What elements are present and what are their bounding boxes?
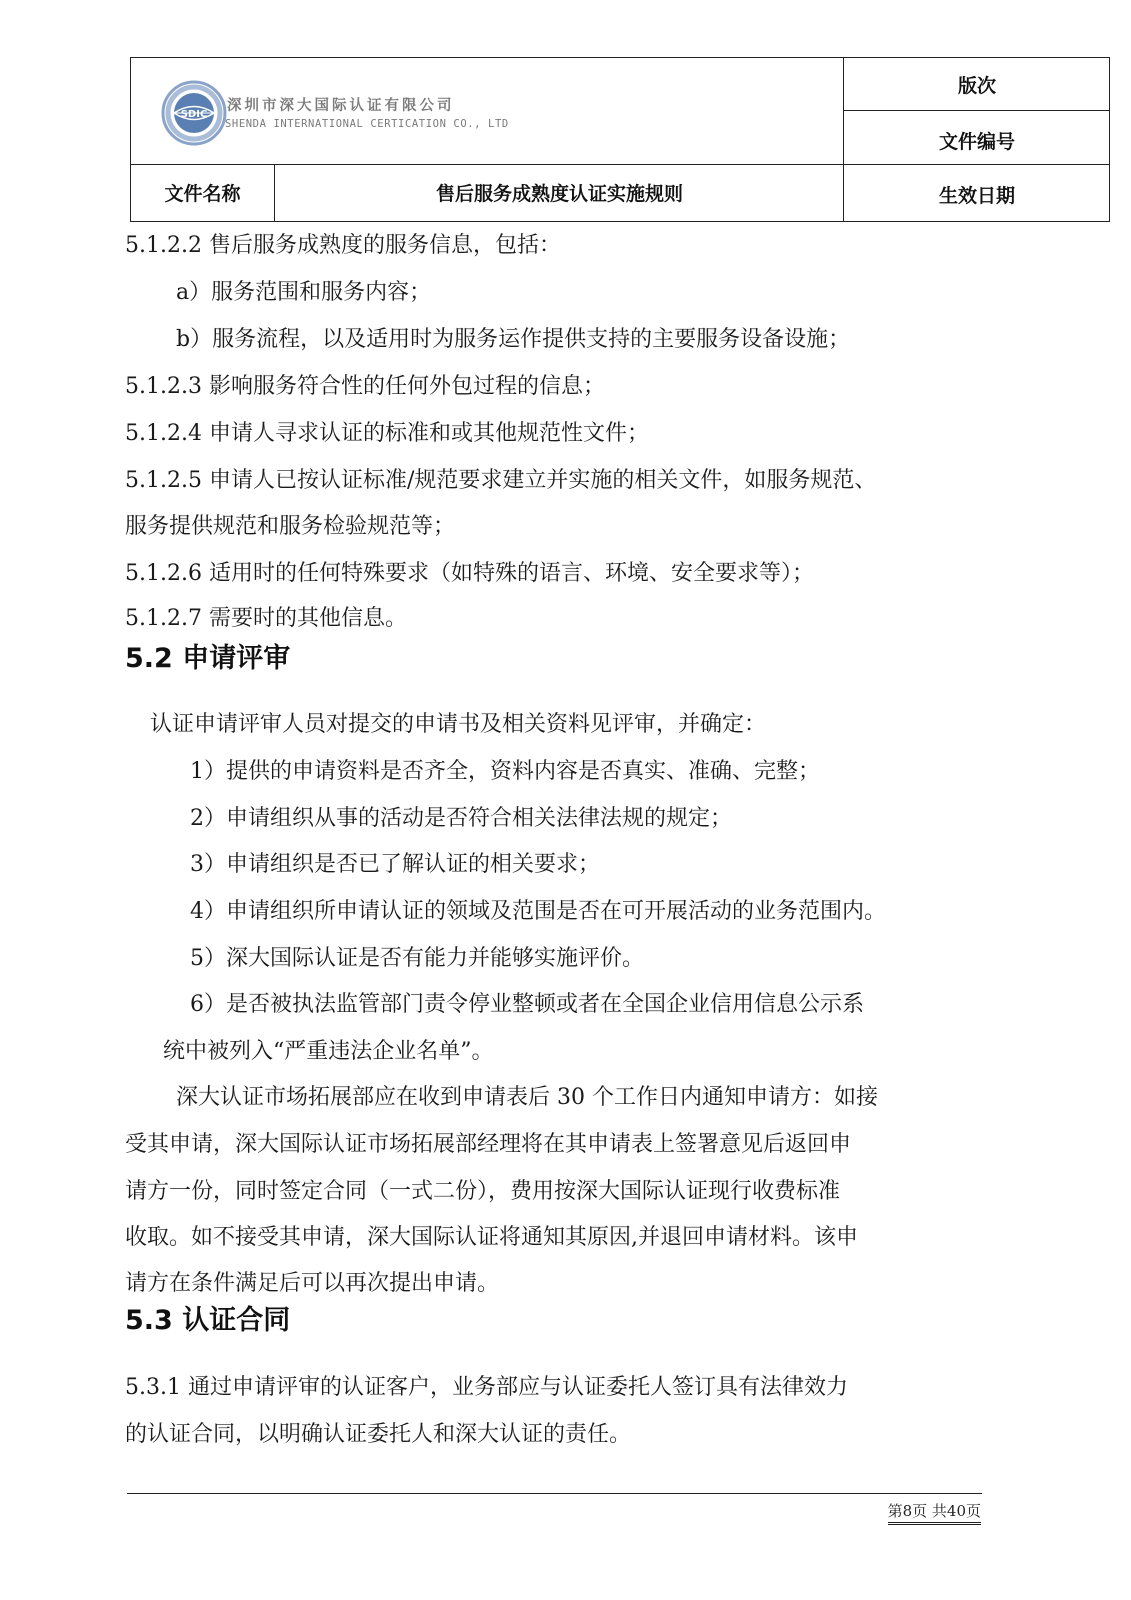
paragraph-notification-cont: 请方在条件满足后可以再次提出申请。 (125, 1271, 500, 1296)
clause-5-1-2-5: 5.1.2.5 申请人已按认证标准/规范要求建立并实施的相关文件，如服务规范、 (125, 468, 877, 493)
section-heading-5-2: 5.2 申请评审 (125, 643, 291, 674)
logo-text: SDIC (180, 109, 208, 120)
clause-5-1-2-6: 5.1.2.6 适用时的任何特殊要求（如特殊的语言、环境、安全要求等）； (125, 561, 814, 586)
company-logo (161, 80, 227, 146)
clause-5-1-2-5-cont: 服务提供规范和服务检验规范等； (125, 514, 456, 539)
version-label: 版次 (957, 74, 996, 97)
review-item-6: 6）是否被执法监管部门责令停业整顿或者在全国企业信用信息公示系 (190, 992, 864, 1017)
review-item-3: 3）申请组织是否已了解认证的相关要求； (190, 852, 600, 877)
review-item-5: 5）深大国际认证是否有能力并能够实施评价。 (190, 946, 644, 971)
clause-5-1-2-4: 5.1.2.4 申请人寻求认证的标准和或其他规范性文件； (125, 421, 649, 446)
paragraph-notification-cont: 受其申请，深大国际认证市场拓展部经理将在其申请表上签署意见后返回申 (125, 1132, 852, 1157)
review-item-6-cont: 统中被列入“严重违法企业名单”。 (163, 1039, 494, 1064)
clause-5-3-1: 5.3.1 通过申请评审的认证客户，业务部应与认证委托人签订具有法律效力 (125, 1375, 848, 1400)
clause-5-3-1-cont: 的认证合同，以明确认证委托人和深大认证的责任。 (125, 1422, 632, 1447)
document-header-table (130, 57, 1110, 222)
list-item-b: b）服务流程，以及适用时为服务运作提供支持的主要服务设备设施； (176, 327, 851, 352)
clause-5-1-2-3: 5.1.2.3 影响服务符合性的任何外包过程的信息； (125, 374, 605, 399)
clause-5-1-2-7: 5.1.2.7 需要时的其他信息。 (125, 606, 407, 631)
clause-5-1-2-2: 5.1.2.2 售后服务成熟度的服务信息，包括： (125, 233, 561, 258)
paragraph-notification-cont: 收取。如不接受其申请，深大国际认证将通知其原因,并退回申请材料。该申 (125, 1225, 858, 1250)
review-item-1: 1）提供的申请资料是否齐全，资料内容是否真实、准确、完整； (190, 759, 820, 784)
document-name-label: 文件名称 (164, 183, 241, 205)
page-number: 第8页 共40页 (888, 1500, 981, 1525)
company-name-en: SHENDA INTERNATIONAL CERTICATION CO., LTD (225, 118, 509, 130)
paragraph-notification: 深大认证市场拓展部应在收到申请表后 30 个工作日内通知申请方：如接 (176, 1085, 878, 1110)
header-divider (843, 110, 1109, 111)
header-divider (274, 164, 275, 221)
paragraph-review-intro: 认证申请评审人员对提交的申请书及相关资料见评审，并确定： (150, 712, 767, 737)
review-item-2: 2）申请组织从事的活动是否符合相关法律法规的规定； (190, 806, 732, 831)
paragraph-notification-cont: 请方一份，同时签定合同（一式二份），费用按深大国际认证现行收费标准 (125, 1179, 841, 1204)
footer-rule (127, 1493, 982, 1494)
document-name-value: 售后服务成熟度认证实施规则 (435, 183, 683, 205)
company-name-cn: 深圳市深大国际认证有限公司 (227, 98, 455, 114)
document-number-label: 文件编号 (938, 130, 1015, 153)
effective-date-label: 生效日期 (938, 185, 1015, 207)
section-heading-5-3: 5.3 认证合同 (125, 1305, 291, 1336)
list-item-a: a）服务范围和服务内容； (176, 280, 432, 305)
header-divider (843, 58, 844, 221)
review-item-4: 4）申请组织所申请认证的领域及范围是否在可开展活动的业务范围内。 (190, 899, 886, 924)
